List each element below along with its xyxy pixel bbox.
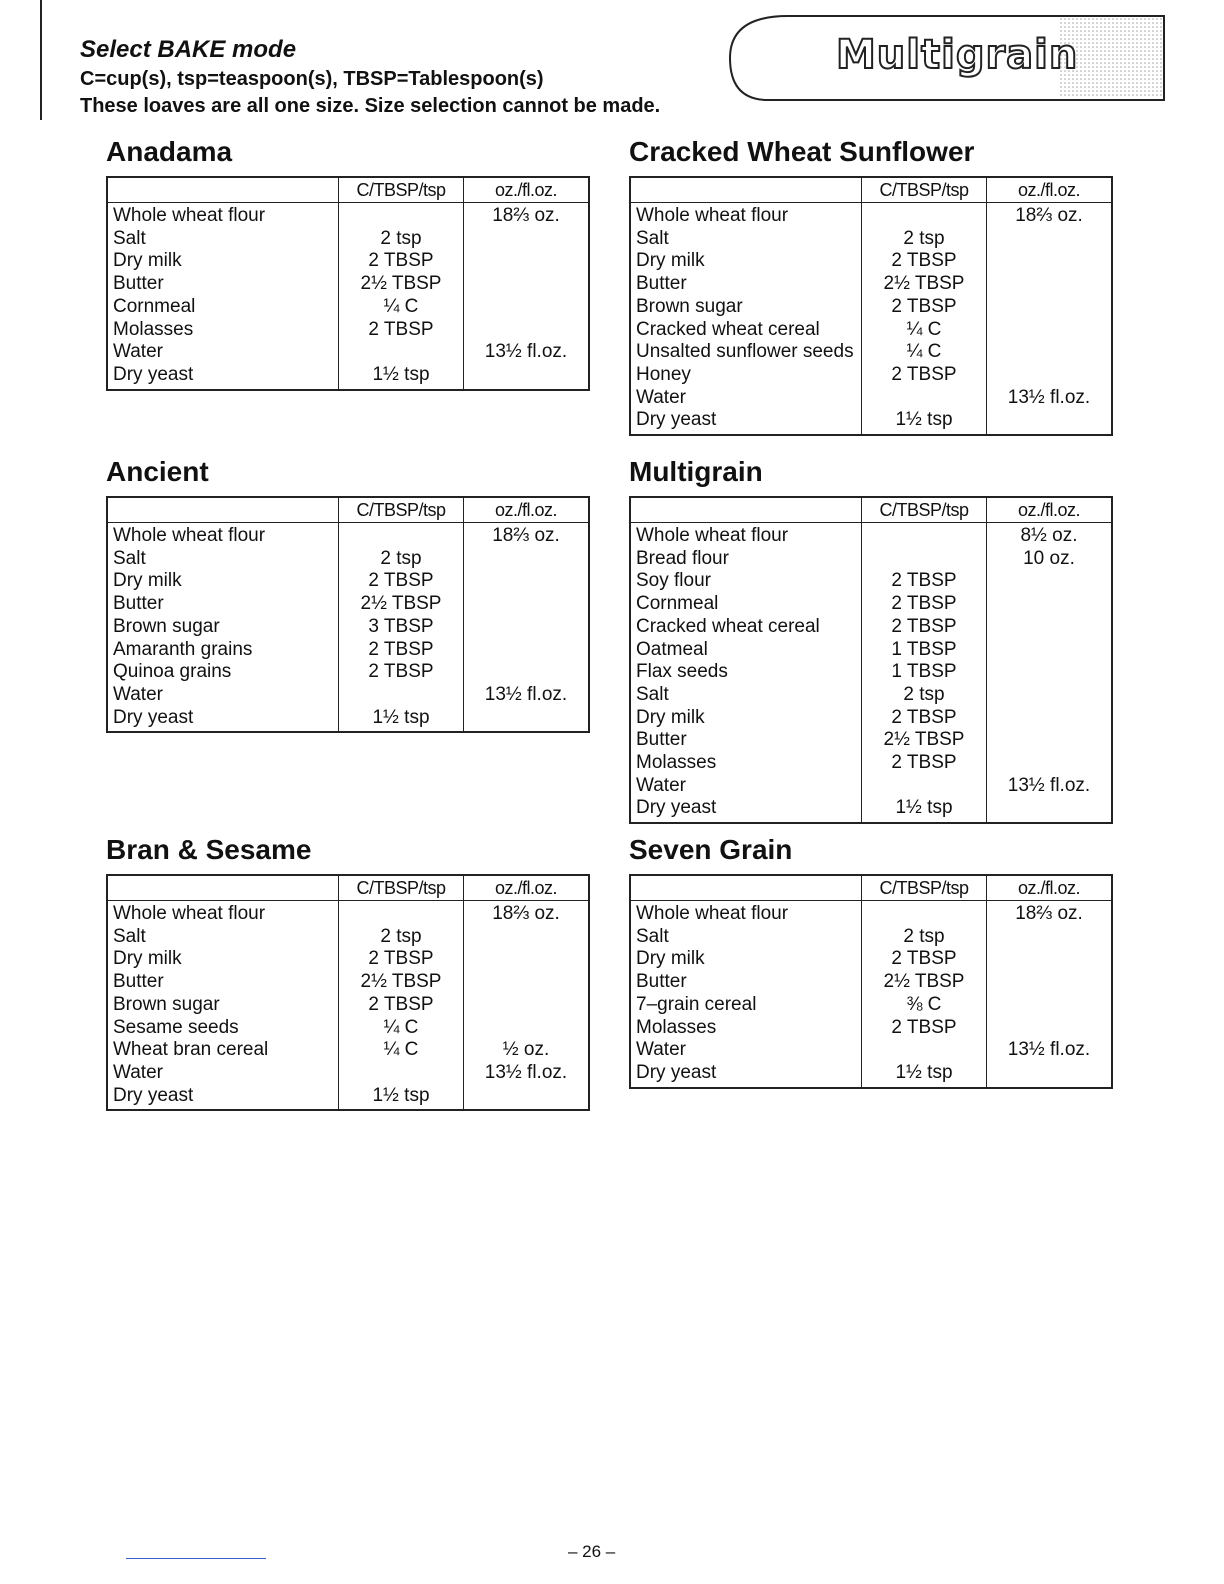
- banner-label: Multigrain: [836, 32, 1079, 78]
- weight-column: 18⅔ oz. 13½ fl.oz.: [987, 203, 1113, 436]
- ingredient-column: Whole wheat flour Salt Dry milk Butter 7–grain cereal Molasses Water Dry yeast: [630, 901, 862, 1088]
- recipe-title: Ancient: [106, 456, 209, 487]
- measure-header: C/TBSP/tsp: [862, 875, 987, 901]
- ingredient-column: Whole wheat flour Salt Dry milk Butter Cornmeal Molasses Water Dry yeast: [107, 203, 339, 390]
- ingredient-column: Whole wheat flour Salt Dry milk Butter Brown sugar Cracked wheat cereal Unsalted sunflower seeds Honey Water Dry yeast: [630, 203, 862, 436]
- measure-header: C/TBSP/tsp: [339, 875, 464, 901]
- header-blank: [107, 497, 339, 523]
- weight-header: oz./fl.oz.: [464, 875, 590, 901]
- recipe-bran-sesame: [106, 834, 590, 1111]
- recipe-cracked-wheat-sunflower: [629, 136, 1113, 436]
- header-blank: [107, 875, 339, 901]
- weight-header: oz./fl.oz.: [464, 177, 590, 203]
- page-number: – 26 –: [568, 1542, 616, 1561]
- measure-header: C/TBSP/tsp: [339, 177, 464, 203]
- measure-column: 2 tsp 2 TBSP 2½ TBSP 2 TBSP ¼ C ¼ C 1½ tsp: [339, 901, 464, 1111]
- recipe-title: Bran & Sesame: [106, 834, 312, 865]
- header-blank: [107, 177, 339, 203]
- ingredient-column: Whole wheat flour Salt Dry milk Butter Brown sugar Amaranth grains Quinoa grains Water Dry yeast: [107, 523, 339, 733]
- unit-legend: C=cup(s), tsp=teaspoon(s), TBSP=Tablespoon(s): [80, 68, 544, 90]
- header-blank: [630, 177, 862, 203]
- measure-header: C/TBSP/tsp: [339, 497, 464, 523]
- measure-header: C/TBSP/tsp: [862, 497, 987, 523]
- measure-header: C/TBSP/tsp: [862, 177, 987, 203]
- measure-column: 2 tsp 2 TBSP 2½ TBSP ¼ C 2 TBSP 1½ tsp: [339, 203, 464, 390]
- ingredient-column: Whole wheat flour Bread flour Soy flour Cornmeal Cracked wheat cereal Oatmeal Flax seeds Salt Dry milk Butter Molasses Water Dry yeast: [630, 523, 862, 824]
- weight-column: 18⅔ oz. 13½ fl.oz.: [987, 901, 1113, 1088]
- header-blank: [630, 497, 862, 523]
- ingredient-table: [106, 874, 590, 1111]
- recipe-title: Anadama: [106, 136, 233, 167]
- ingredient-column: Whole wheat flour Salt Dry milk Butter Brown sugar Sesame seeds Wheat bran cereal Water Dry yeast: [107, 901, 339, 1111]
- ingredient-table: [629, 176, 1113, 436]
- weight-column: 18⅔ oz. 13½ fl.oz.: [464, 203, 590, 390]
- recipe-title: Seven Grain: [629, 834, 793, 865]
- measure-column: 2 tsp 2 TBSP 2½ TBSP 2 TBSP ¼ C ¼ C 2 TBSP 1½ tsp: [862, 203, 987, 436]
- ingredient-table: [106, 496, 590, 733]
- margin-rule: [40, 0, 42, 120]
- measure-column: 2 TBSP 2 TBSP 2 TBSP 1 TBSP 1 TBSP 2 tsp 2 TBSP 2½ TBSP 2 TBSP 1½ tsp: [862, 523, 987, 824]
- recipe-ancient: [106, 456, 590, 733]
- weight-column: 8½ oz. 10 oz. 13½ fl.oz.: [987, 523, 1113, 824]
- ingredient-table: [629, 874, 1113, 1089]
- size-note: These loaves are all one size. Size selection cannot be made.: [80, 95, 661, 117]
- mode-title: Select BAKE mode: [80, 36, 297, 63]
- weight-header: oz./fl.oz.: [464, 497, 590, 523]
- section-banner: [728, 14, 1168, 104]
- weight-column: 18⅔ oz. 13½ fl.oz.: [464, 523, 590, 733]
- page-header: [80, 36, 660, 120]
- weight-header: oz./fl.oz.: [987, 875, 1113, 901]
- weight-header: oz./fl.oz.: [987, 177, 1113, 203]
- ingredient-table: [106, 176, 590, 391]
- weight-header: oz./fl.oz.: [987, 497, 1113, 523]
- measure-column: 2 tsp 2 TBSP 2½ TBSP 3 TBSP 2 TBSP 2 TBSP 1½ tsp: [339, 523, 464, 733]
- weight-column: 18⅔ oz. ½ oz. 13½ fl.oz.: [464, 901, 590, 1111]
- header-blank: [630, 875, 862, 901]
- recipe-anadama: [106, 136, 590, 391]
- recipe-title: Multigrain: [629, 456, 763, 487]
- footer-rule: [126, 1558, 266, 1559]
- measure-column: 2 tsp 2 TBSP 2½ TBSP ⅜ C 2 TBSP 1½ tsp: [862, 901, 987, 1088]
- recipe-multigrain: [629, 456, 1113, 824]
- recipe-seven-grain: [629, 834, 1113, 1089]
- ingredient-table: [629, 496, 1113, 824]
- recipe-title: Cracked Wheat Sunflower: [629, 136, 975, 167]
